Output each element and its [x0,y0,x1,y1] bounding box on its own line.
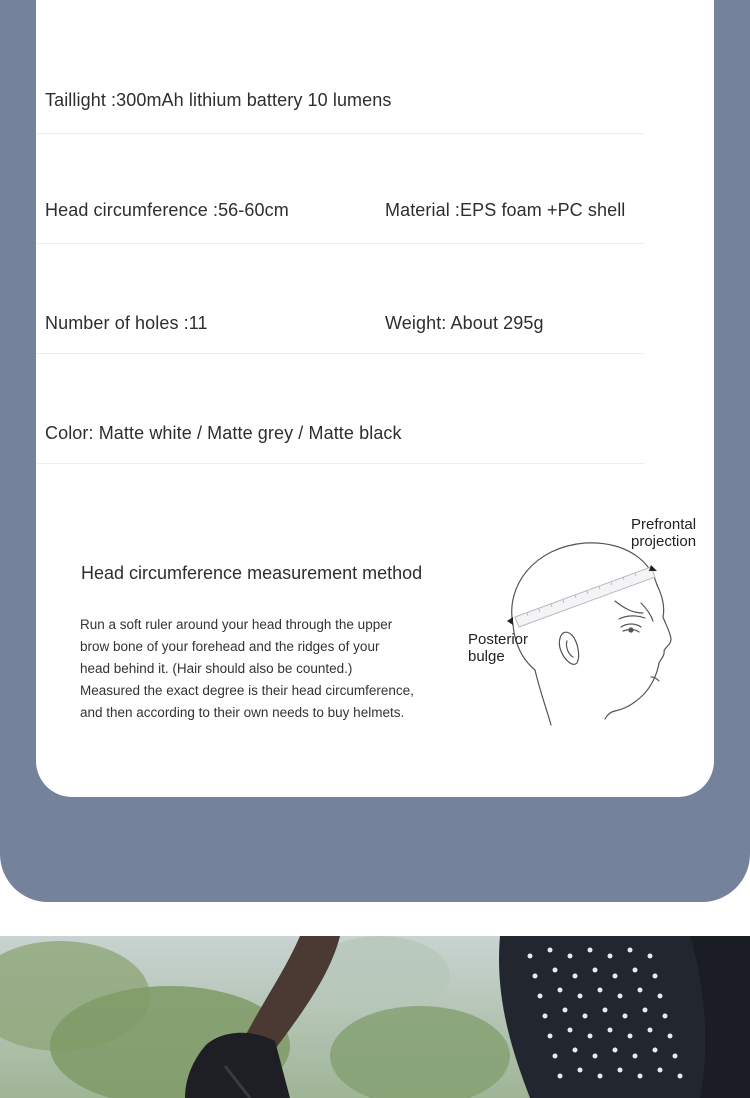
measurement-line: brow bone of your forehead and the ridges of your [80,639,380,654]
cyclist-photo [0,936,750,1098]
measurement-line: head behind it. (Hair should also be counted.) [80,661,353,676]
label-posterior: Posterior [468,631,529,648]
measurement-title: Head circumference measurement method [81,563,423,583]
spec-row-taillight [37,24,644,134]
label-projection: projection [631,533,697,550]
spec-holes: Number of holes :11 [45,313,208,333]
measurement-line: Run a soft ruler around your head through the upper [80,617,393,632]
spec-row-size-material [37,134,644,244]
head-measurement-illustration [465,505,714,735]
measurement-line: Measured the exact degree is their head circumference, [80,683,414,698]
cyclist-photo-image [0,936,750,1098]
measurement-line: and then according to their own needs to buy helmets. [80,705,405,720]
spec-color: Color: Matte white / Matte grey / Matte black [45,423,402,443]
spec-head-circumference: Head circumference :56-60cm [45,200,289,220]
spec-taillight: Taillight :300mAh lithium battery 10 lumens [45,90,392,110]
measurement-description [80,614,460,724]
spec-weight: Weight: About 295g [385,313,544,333]
label-bulge: bulge [468,648,505,665]
spec-row-holes-weight [37,244,644,354]
label-prefrontal: Prefrontal [631,516,697,533]
spec-row-color [37,354,644,464]
spec-material: Material :EPS foam +PC shell [385,200,626,220]
